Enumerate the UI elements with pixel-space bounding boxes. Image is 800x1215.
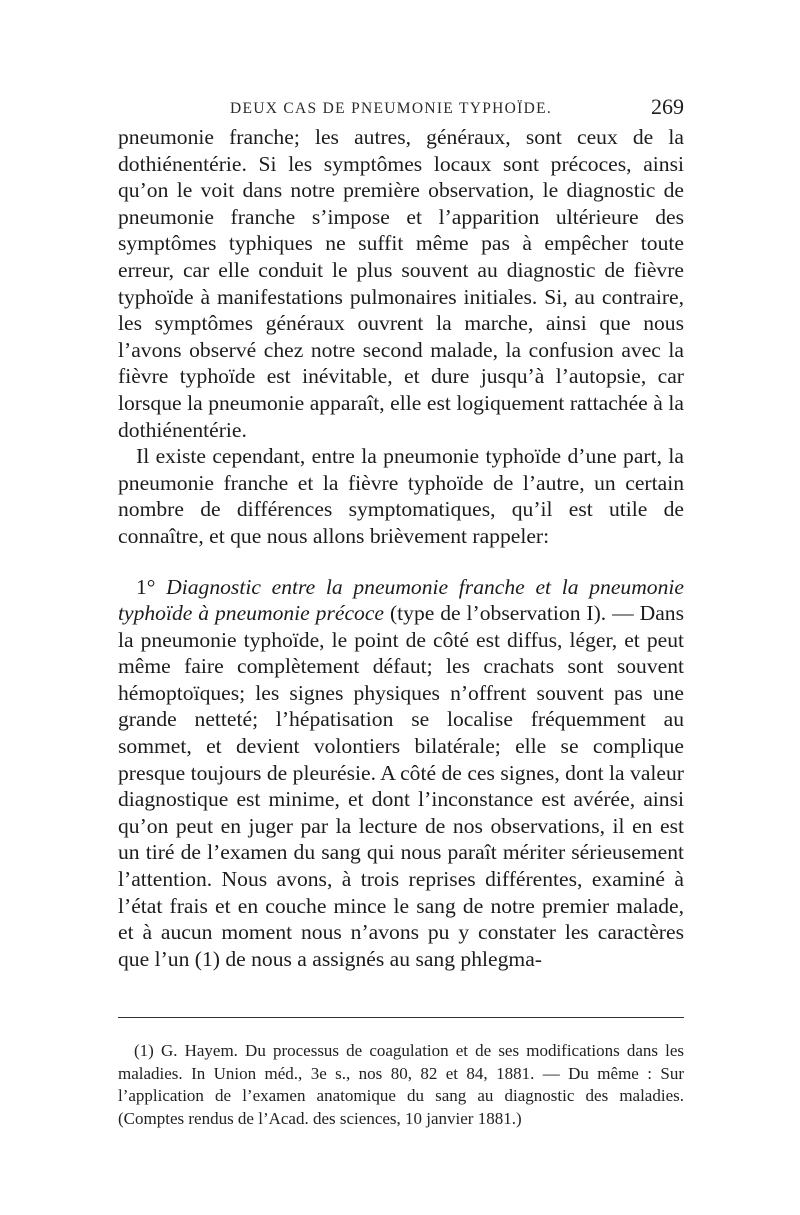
section-text: (type de l’observation I). — Dans la pneumonie typhoïde, le point de côté est diffus, léger, et peut même faire complètement défaut; les crachats sont souvent hémoptoïques; les signes physiques n’offrent souvent pas une grande netteté; l’hépatisation se localise fréquemment au sommet, et devient volontiers bilatérale; elle se complique presque toujours de pleurésie. A côté de ces signes, dont la valeur diagnostique est minime, et dont l’inconstance est avérée, ainsi qu’on peut en juger par la lecture de nos observations, il en est un tiré de l’examen du sang qui nous paraît mériter sérieusement l’attention. Nous avons, à trois reprises différentes, examiné à l’état frais et en couche mince le sang de notre premier malade, et à aucun moment nous n’avons pu y constater les caractères que l’un (1) de nous a assignés au sang phlegma-	[118, 601, 685, 971]
footnote	[118, 1040, 684, 1130]
paragraph-continuation: pneumonie franche; les autres, généraux, sont ceux de la dothiénentérie. Si les symptômes locaux sont précoces, ainsi qu’on le voit dans notre première observation, le diagnostic de pneumonie franche s’impose et l’apparition ultérieure des symptômes typhiques ne suffit même pas à empêcher toute erreur, car elle conduit le plus souvent au diagnostic de fièvre typhoïde à manifestations pulmonaires initiales. Si, au contraire, les symptômes généraux ouvrent la marche, ainsi que nous l’avons observé chez notre second malade, la confusion avec la fièvre typhoïde est inévitable, et dure jusqu’à l’autopsie, car lorsque la pneumonie apparaît, elle est logiquement rattachée à la dothiénentérie.	[118, 125, 684, 442]
section-heading: Diagnostic entre la pneumonie franche et la pneumonie typhoïde à pneumonie précoce	[118, 574, 684, 626]
running-title: DEUX CAS DE PNEUMONIE TYPHOÏDE.	[230, 100, 553, 117]
footnote-text: (1) G. Hayem. Du processus de coagulation et de ses modifications dans les maladies. In Union méd., 3e s., nos 80, 82 et 84, 1881. — Du même : Sur l’application de l’examen anatomique du sang au diagnostic des maladies. (Comptes rendus de l’Acad. des sciences, 10 janvier 1881.)	[118, 1041, 684, 1128]
paragraph-differences: Il existe cependant, entre la pneumonie typhoïde d’une part, la pneumonie franche et la fièvre typhoïde de l’autre, un certain nombre de différences symptomatiques, qu’il est utile de connaître, et que nous allons brièvement rappeler:	[118, 444, 684, 548]
page-number: 269	[651, 94, 684, 119]
page-header	[118, 96, 684, 124]
body-text	[118, 124, 684, 972]
footnote-separator	[118, 1017, 684, 1018]
section-number: 1°	[136, 574, 156, 599]
paragraph-diagnostic-1	[118, 574, 684, 973]
